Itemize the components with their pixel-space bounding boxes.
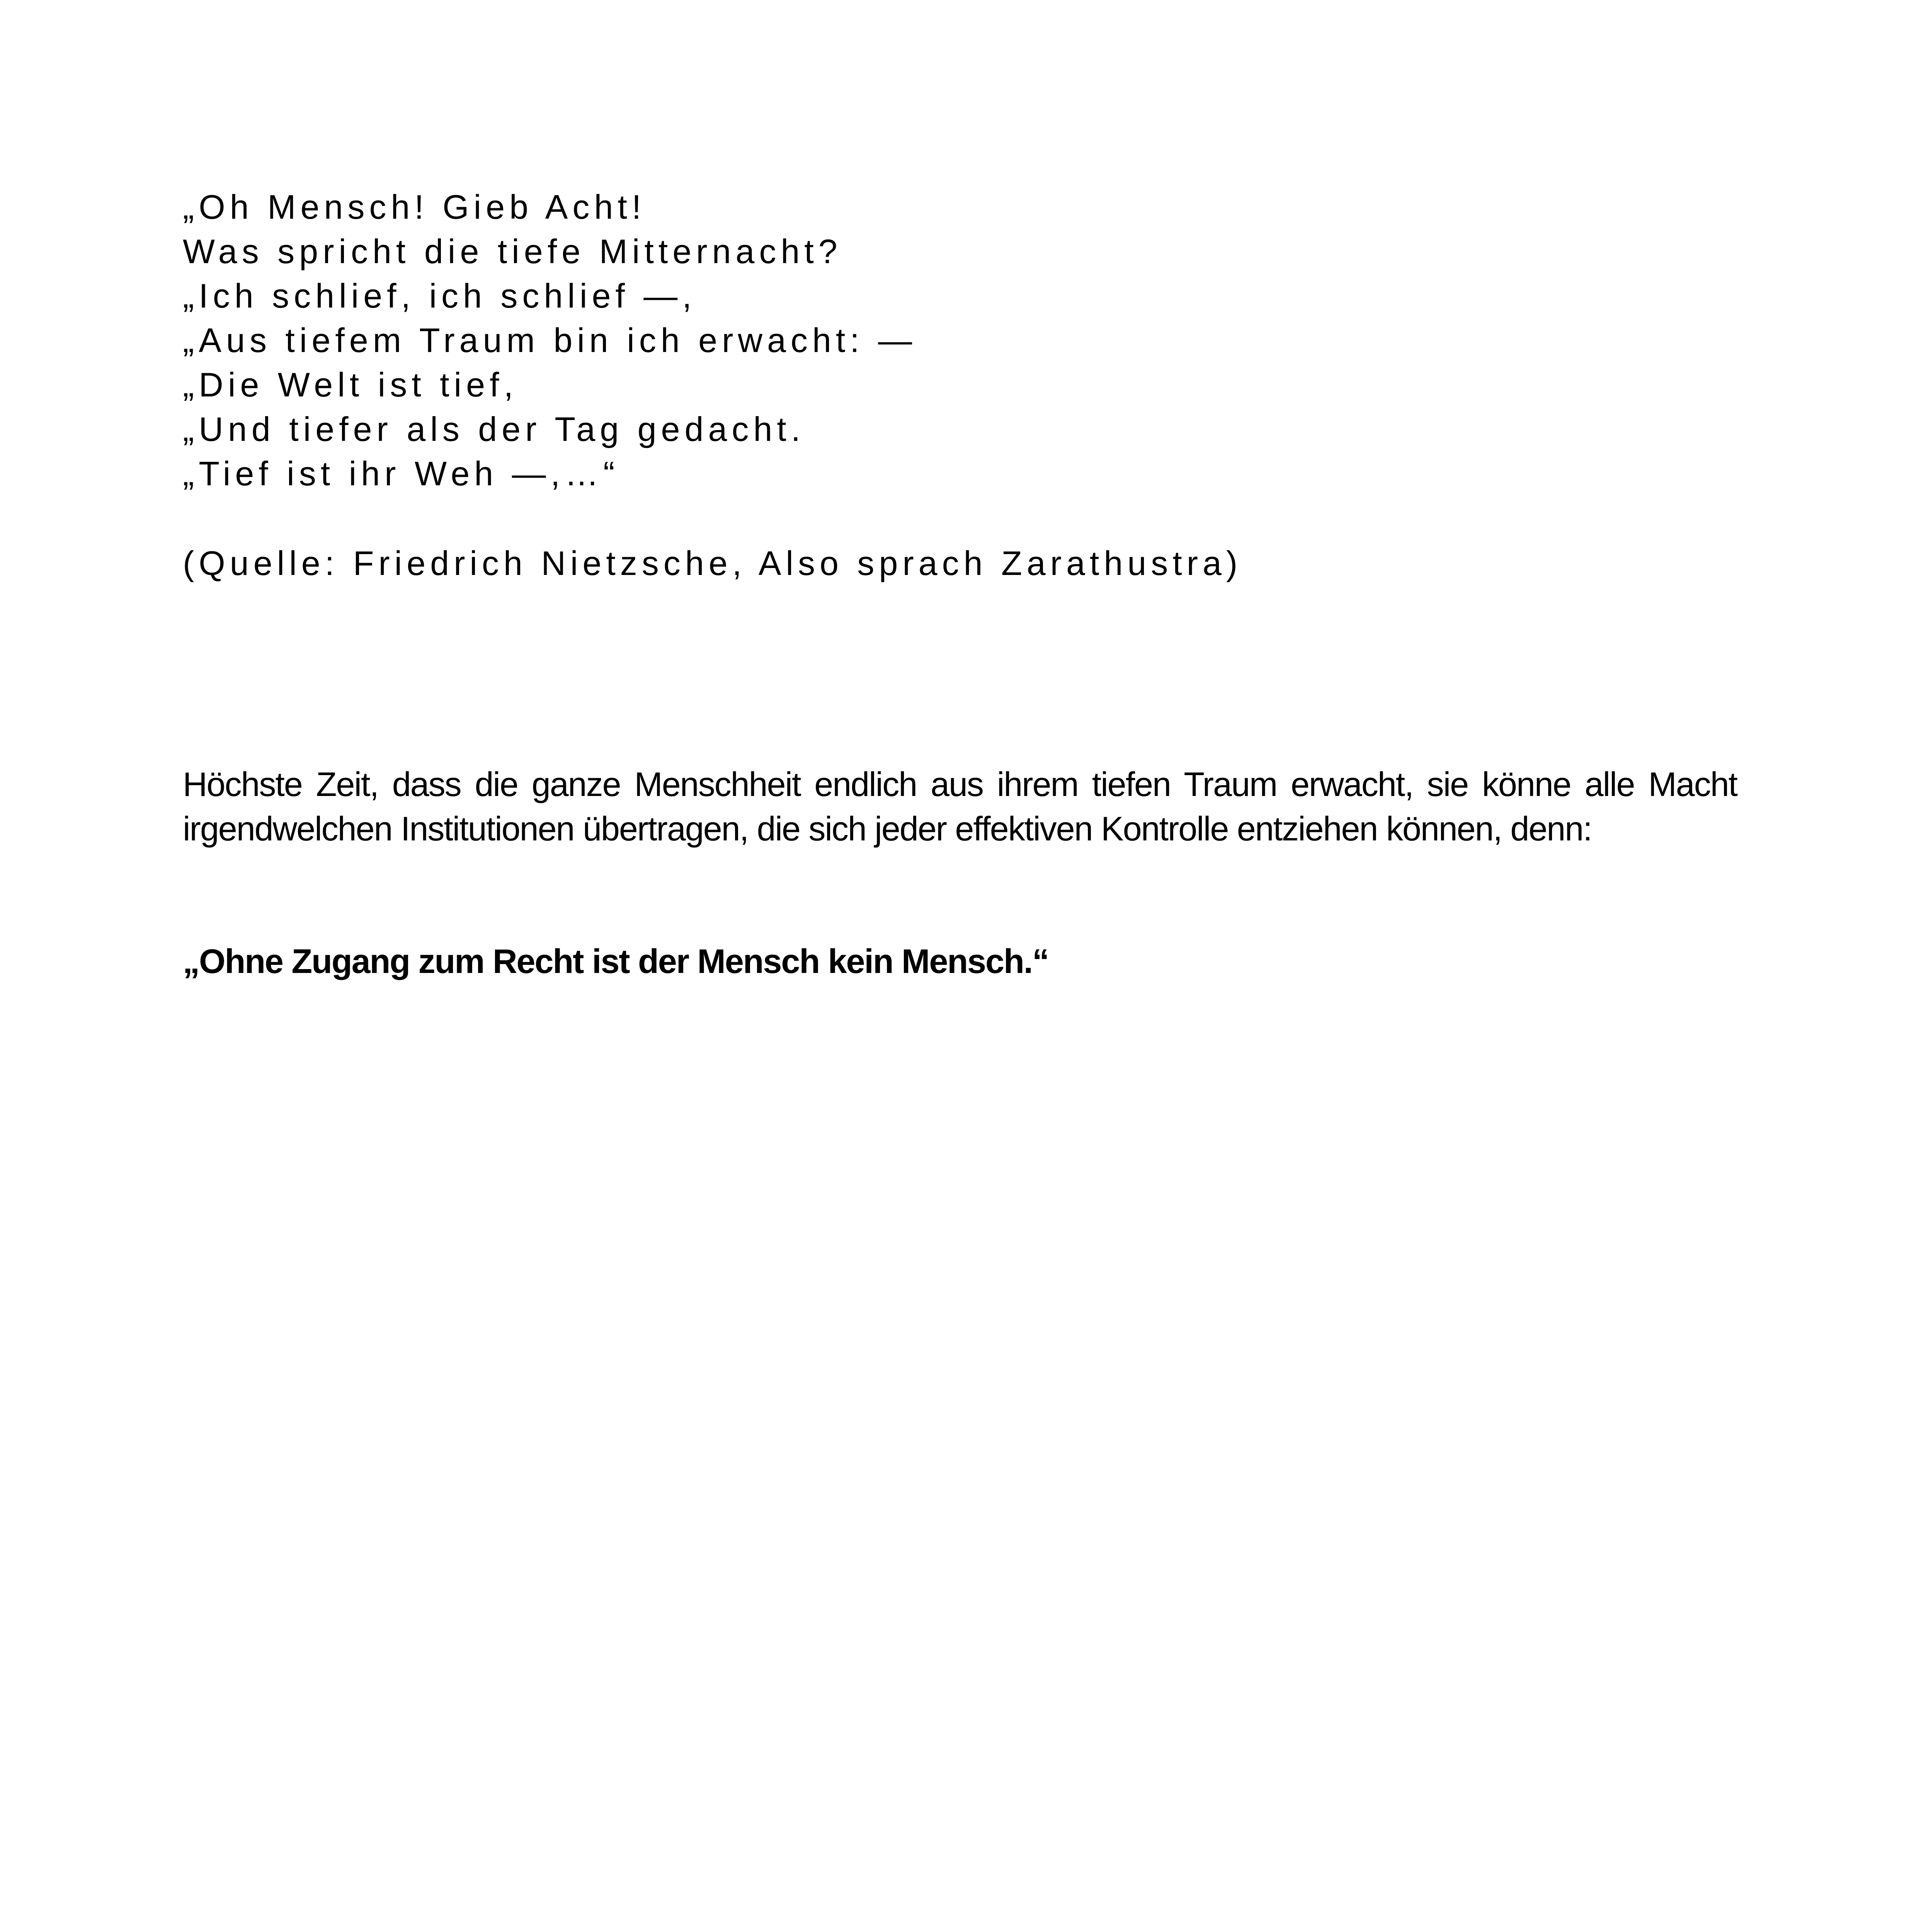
poem-line: „Oh Mensch! Gieb Acht! bbox=[183, 188, 646, 226]
quote-source: (Quelle: Friedrich Nietzsche, Also sprach Zarathustra) bbox=[183, 544, 1242, 582]
poem-line: „Ich schlief, ich schlief —, bbox=[183, 277, 696, 315]
poem-quote bbox=[183, 185, 1574, 496]
body-paragraph: Höchste Zeit, dass die ganze Menschheit endlich aus ihrem tiefen Traum erwacht, sie könne alle Macht irgendwelchen Institutionen übertragen, die sich jeder effektiven Kontrolle entziehen können, denn: bbox=[183, 765, 1737, 848]
poem-line: „Aus tiefem Traum bin ich erwacht: — bbox=[183, 321, 917, 359]
poem-line: Was spricht die tiefe Mitternacht? bbox=[183, 232, 842, 270]
poem-line: „Die Welt ist tief, bbox=[183, 366, 518, 404]
poem-line: „Tief ist ihr Weh —,…“ bbox=[183, 454, 619, 493]
bold-quote: „Ohne Zugang zum Recht ist der Mensch kein Mensch.“ bbox=[183, 942, 1049, 980]
poem-line: „Und tiefer als der Tag gedacht. bbox=[183, 410, 805, 448]
